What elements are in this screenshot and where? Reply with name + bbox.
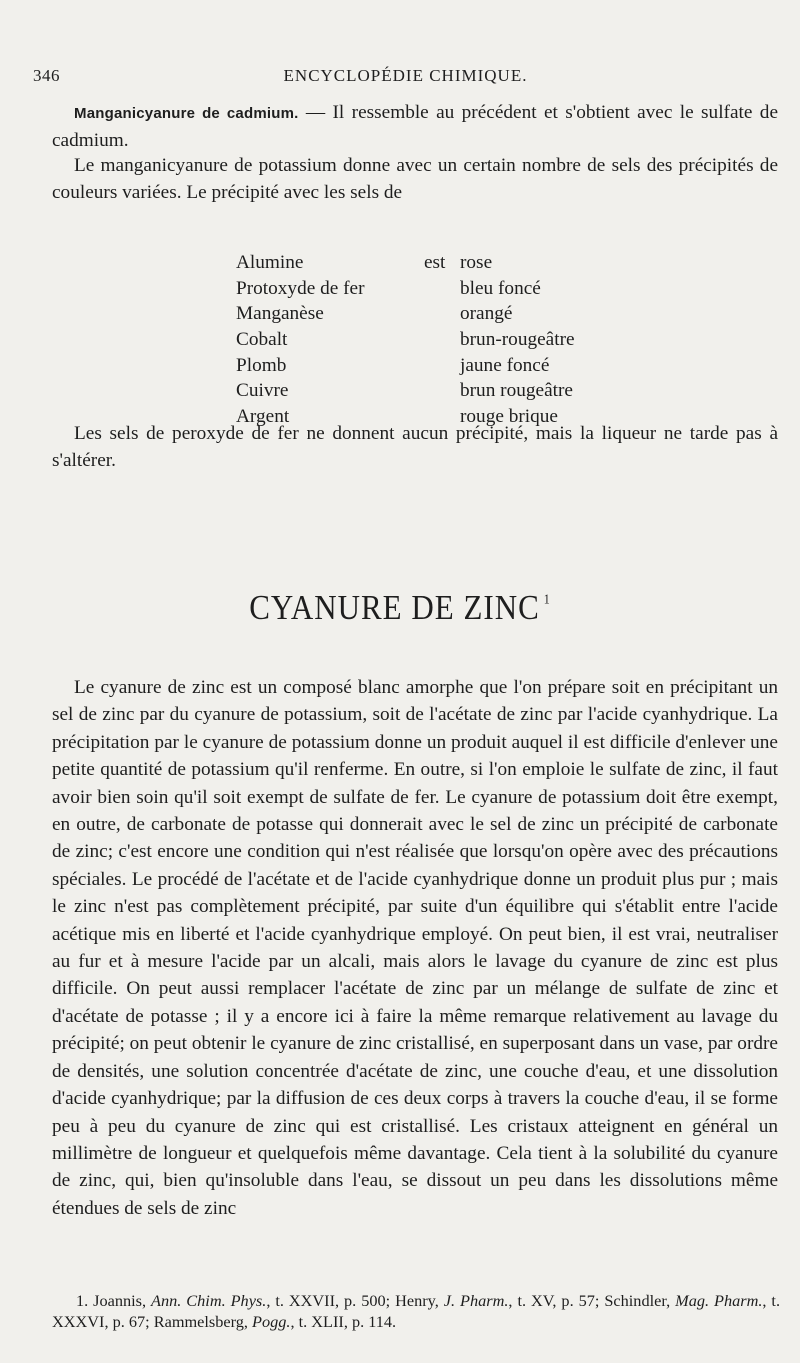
paragraph-cyanure-zinc: Le cyanure de zinc est un composé blanc amorphe que l'on prépare soit en précipitant un sel de zinc par du cyanure de potassium, soit de l'acétate de zinc par l'acide cyanhydrique. La précipitation par le cyanure de potassium donne un produit auquel il est difficile d'enlever une petite quantité de potassium qu'il renferme. En outre, si l'on emploie le sulfate de zinc, il faut avoir bien soin qu'il soit exempt de sulfate de fer. Le cyanure de potassium doit être exempt, en outre, de carbonate de potasse qui donnerait avec le sel de zinc un précipité de carbonate de zinc; c'est encore une condition qui n'est réalisée que lorsqu'on opère avec des précautions spéciales. Le procédé de l'acétate et de l'acide cyanhydrique donne un produit plus pur ; mais le zinc n'est pas complètement précipité, par suite d'un équilibre qui s'établit entre l'acide acétique mis en liberté et l'acide cyanhydrique employé. On peut bien, il est vrai, neutraliser au fur et à mesure l'acide par un alcali, mais alors le lavage du cyanure de zinc est plus difficile. On peut aussi remplacer l'acétate de zinc par un mélange de sulfate de zinc et d'acétate de potasse ; il y a encore ici à faire la même remarque relativement au lavage du précipité; on peut obtenir le cyanure de zinc cristallisé, en superposant dans un vase, par ordre de densités, une solution concentrée d'acétate de zinc, une couche d'eau, et une dissolution d'acide cyanhydrique; par la diffusion de ces deux corps à travers la couche d'eau, il se forme peu à peu du cyanure de zinc qui est cristallisé. Les cristaux atteignent en général un millimètre de longueur et quelquefois même davantage. Cela tient à la solubilité du cyanure de zinc, qui, bien qu'insoluble dans l'eau, se dissout un peu dans les dissolutions même étendues de sels de zinc	[52, 677, 778, 1219]
run-in-heading: Manganicyanure de cadmium.	[74, 105, 299, 122]
page-number: 346	[33, 66, 60, 85]
footnote-text: , t. XXXVI, p. 67; Rammelsberg,	[52, 1291, 781, 1331]
metal-salt: Cobalt	[236, 329, 288, 351]
running-title: ENCYCLOPÉDIE CHIMIQUE.	[283, 66, 528, 85]
journal-title: Ann. Chim. Phys.	[151, 1291, 267, 1310]
precipitate-color: jaune foncé	[460, 354, 550, 376]
metal-salt: Protoxyde de fer	[236, 277, 365, 299]
journal-title: J. Pharm.	[443, 1291, 509, 1310]
footnote-text: 1. Joannis,	[76, 1291, 152, 1310]
footnote-text: , t. XV, p. 57; Schindler,	[508, 1291, 676, 1310]
verb: est	[424, 252, 446, 273]
paragraph-text: — Il ressemble au précédent et s'obtient avec le sulfate de cadmium.	[52, 102, 779, 152]
section-title-text: CYANURE DE ZINC	[249, 587, 540, 628]
paragraph-peroxyde: Les sels de peroxyde de fer ne donnent aucun précipité, mais la liqueur ne tarde pas à s'altérer.	[52, 423, 778, 472]
metal-salt: Argent	[236, 406, 290, 428]
metal-salt: Plomb	[236, 354, 287, 376]
metal-salt: Cuivre	[236, 380, 289, 402]
journal-title: Pogg.	[252, 1312, 291, 1331]
precipitate-color: rose	[460, 252, 493, 273]
footnote-marker: 1	[543, 591, 551, 607]
metal-salt: Manganèse	[236, 303, 324, 325]
precipitate-color: orangé	[460, 303, 513, 325]
precipitate-color: bleu foncé	[460, 277, 541, 299]
metal-salt: Alumine	[236, 252, 304, 273]
precipitate-color: brun-rougeâtre	[460, 329, 575, 351]
precipitate-color: brun rougeâtre	[460, 380, 573, 402]
footnote	[52, 1290, 780, 1332]
journal-title: Mag. Pharm.	[675, 1291, 763, 1310]
precipitate-color: rouge brique	[460, 406, 558, 428]
paragraph-cadmium	[52, 99, 778, 155]
page-header	[33, 66, 778, 92]
section-title	[0, 588, 800, 628]
footnote-text: , t. XXVII, p. 500; Henry,	[266, 1291, 444, 1310]
paragraph-intro: Le manganicyanure de potassium donne avec un certain nombre de sels des précipités de couleurs variées. Le précipité avec les sels de	[52, 155, 778, 204]
footnote-text: , t. XLII, p. 114.	[290, 1312, 397, 1331]
